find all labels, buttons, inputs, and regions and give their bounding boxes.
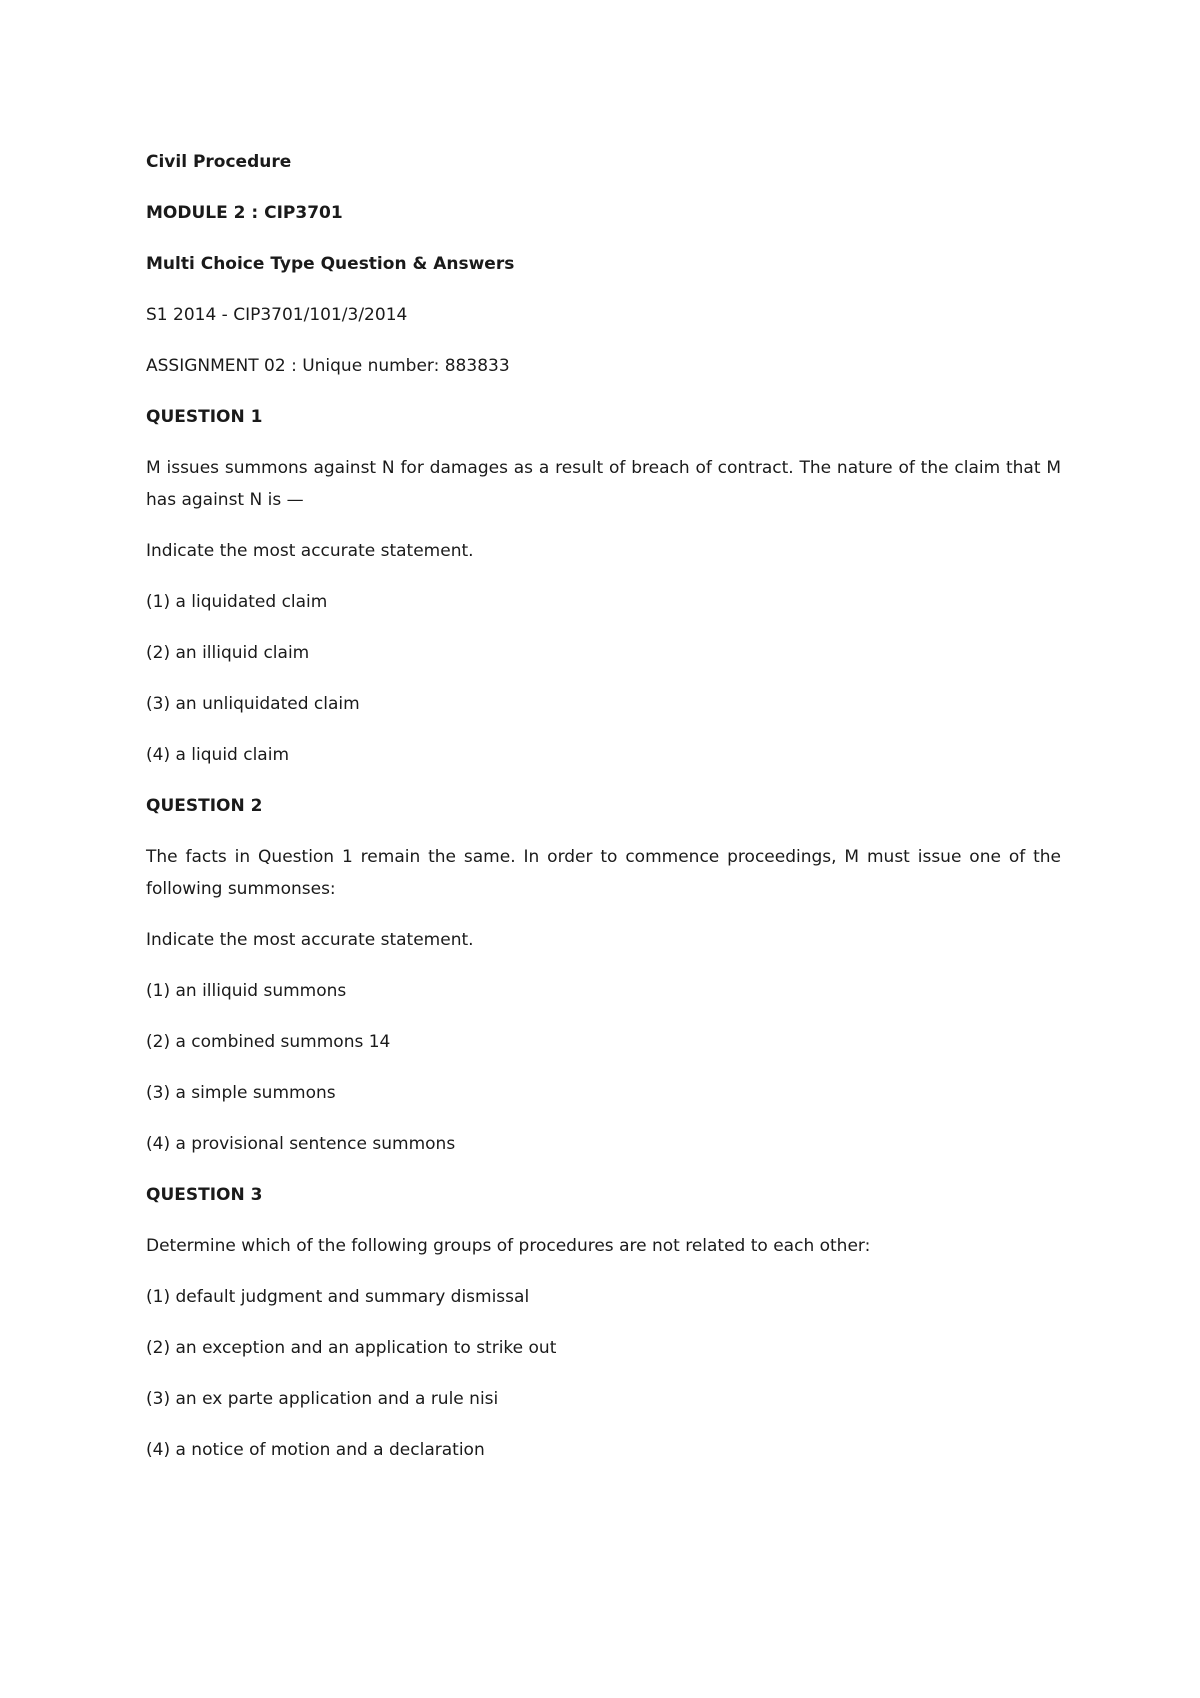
question-2-instruction: Indicate the most accurate statement. bbox=[146, 930, 474, 950]
module-code: MODULE 2 : CIP3701 bbox=[146, 203, 343, 223]
question-3-text: Determine which of the following groups of procedures are not related to each other: bbox=[146, 1236, 871, 1256]
question-3-heading: QUESTION 3 bbox=[146, 1185, 263, 1205]
question-3-option-1: (1) default judgment and summary dismissal bbox=[146, 1287, 530, 1307]
assignment-number: ASSIGNMENT 02 : Unique number: 883833 bbox=[146, 356, 510, 376]
question-2-option-4: (4) a provisional sentence summons bbox=[146, 1134, 456, 1154]
question-3-option-4: (4) a notice of motion and a declaration bbox=[146, 1440, 485, 1460]
question-1-option-4: (4) a liquid claim bbox=[146, 745, 290, 765]
document-type: Multi Choice Type Question & Answers bbox=[146, 254, 515, 274]
document-body bbox=[146, 146, 1061, 1485]
question-1-option-3: (3) an unliquidated claim bbox=[146, 694, 360, 714]
reference-number: S1 2014 - CIP3701/101/3/2014 bbox=[146, 305, 408, 325]
question-2-option-1: (1) an illiquid summons bbox=[146, 981, 347, 1001]
question-2-option-3: (3) a simple summons bbox=[146, 1083, 336, 1103]
question-3-option-3: (3) an ex parte application and a rule nisi bbox=[146, 1389, 499, 1409]
question-1-heading: QUESTION 1 bbox=[146, 407, 263, 427]
question-3-option-2: (2) an exception and an application to strike out bbox=[146, 1338, 557, 1358]
question-1-option-2: (2) an illiquid claim bbox=[146, 643, 310, 663]
course-title: Civil Procedure bbox=[146, 152, 292, 172]
question-2-option-2: (2) a combined summons 14 bbox=[146, 1032, 391, 1052]
question-1-option-1: (1) a liquidated claim bbox=[146, 592, 328, 612]
question-1-text: M issues summons against N for damages as a result of breach of contract. The nature of the claim that M has against N is — bbox=[146, 458, 1061, 510]
question-1-instruction: Indicate the most accurate statement. bbox=[146, 541, 474, 561]
question-2-text: The facts in Question 1 remain the same. In order to commence proceedings, M must issue one of the following summonses: bbox=[146, 847, 1061, 899]
question-2-heading: QUESTION 2 bbox=[146, 796, 263, 816]
